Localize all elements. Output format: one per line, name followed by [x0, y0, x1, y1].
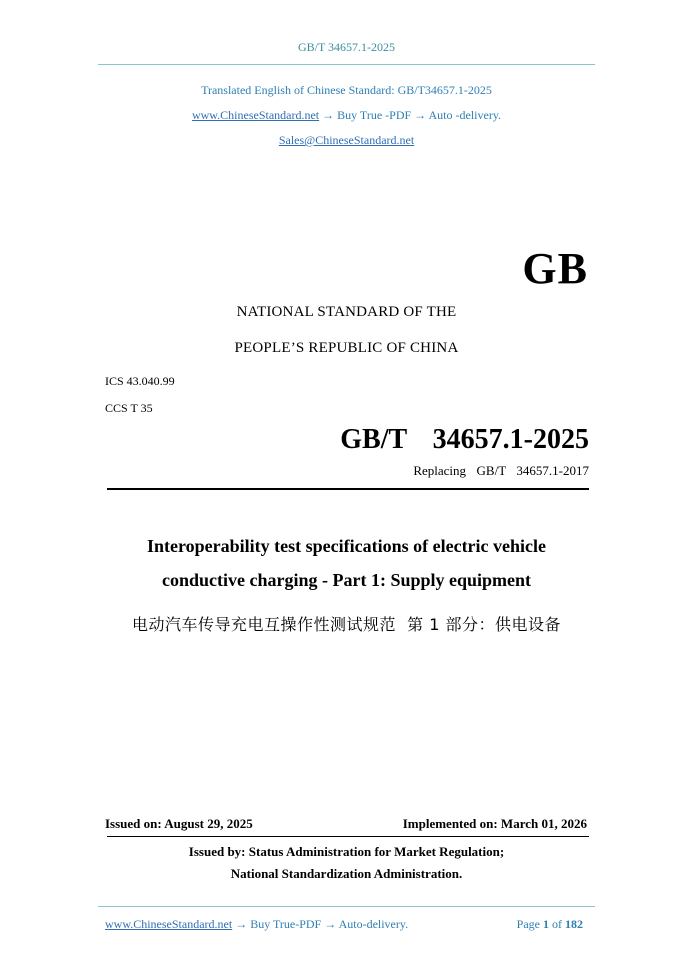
of-label: of [552, 917, 562, 931]
gb-mark: GB [522, 244, 588, 293]
footer-site-link[interactable]: www.ChineseStandard.net [105, 917, 233, 931]
ics-code: ICS 43.040.99 [105, 374, 175, 388]
title-english-line2: conductive charging - Part 1: Supply equipment [161, 570, 532, 590]
footer-divider [98, 906, 595, 907]
replacing-note: Replacing GB/T 34657.1-2017 [413, 463, 589, 478]
national-standard-line1: NATIONAL STANDARD OF THE [236, 304, 457, 320]
sales-email-link[interactable]: Sales@ChineseStandard.net [278, 133, 415, 147]
purchase-line [0, 108, 693, 123]
footer-purchase-text: → Buy True-PDF → Auto-delivery. [232, 917, 409, 931]
implemented-on-date: Implemented on: March 01, 2026 [402, 816, 587, 831]
issue-divider [107, 836, 589, 837]
translation-notice: Translated English of Chinese Standard: GB/T34657.1-2025 [201, 83, 492, 97]
purchase-text: → Buy True -PDF → Auto -delivery. [319, 108, 502, 122]
footer-purchase-line [105, 917, 408, 932]
standard-number: GB/T 34657.1-2025 [340, 424, 589, 455]
page-total: 182 [565, 917, 583, 931]
title-chinese: 电动汽车传导充电互操作性测试规范 第 1 部分：供电设备 [131, 615, 562, 634]
national-standard-line2: PEOPLE’S REPUBLIC OF CHINA [234, 340, 459, 356]
ccs-code: CCS T 35 [105, 401, 153, 415]
header-divider [98, 64, 595, 65]
site-link[interactable]: www.ChineseStandard.net [191, 108, 320, 122]
page-indicator [517, 917, 583, 932]
issued-by-line2: National Standardization Administration. [230, 866, 463, 881]
email-line [0, 133, 693, 148]
issued-on-date: Issued on: August 29, 2025 [105, 816, 253, 831]
title-divider [107, 488, 589, 490]
page-label: Page [516, 917, 540, 931]
page-number: 1 [543, 917, 549, 931]
issued-by-line1: Issued by: Status Administration for Market Regulation; [188, 844, 505, 859]
running-header: GB/T 34657.1-2025 [297, 40, 396, 54]
title-english-line1: Interoperability test specifications of electric vehicle [146, 536, 547, 556]
